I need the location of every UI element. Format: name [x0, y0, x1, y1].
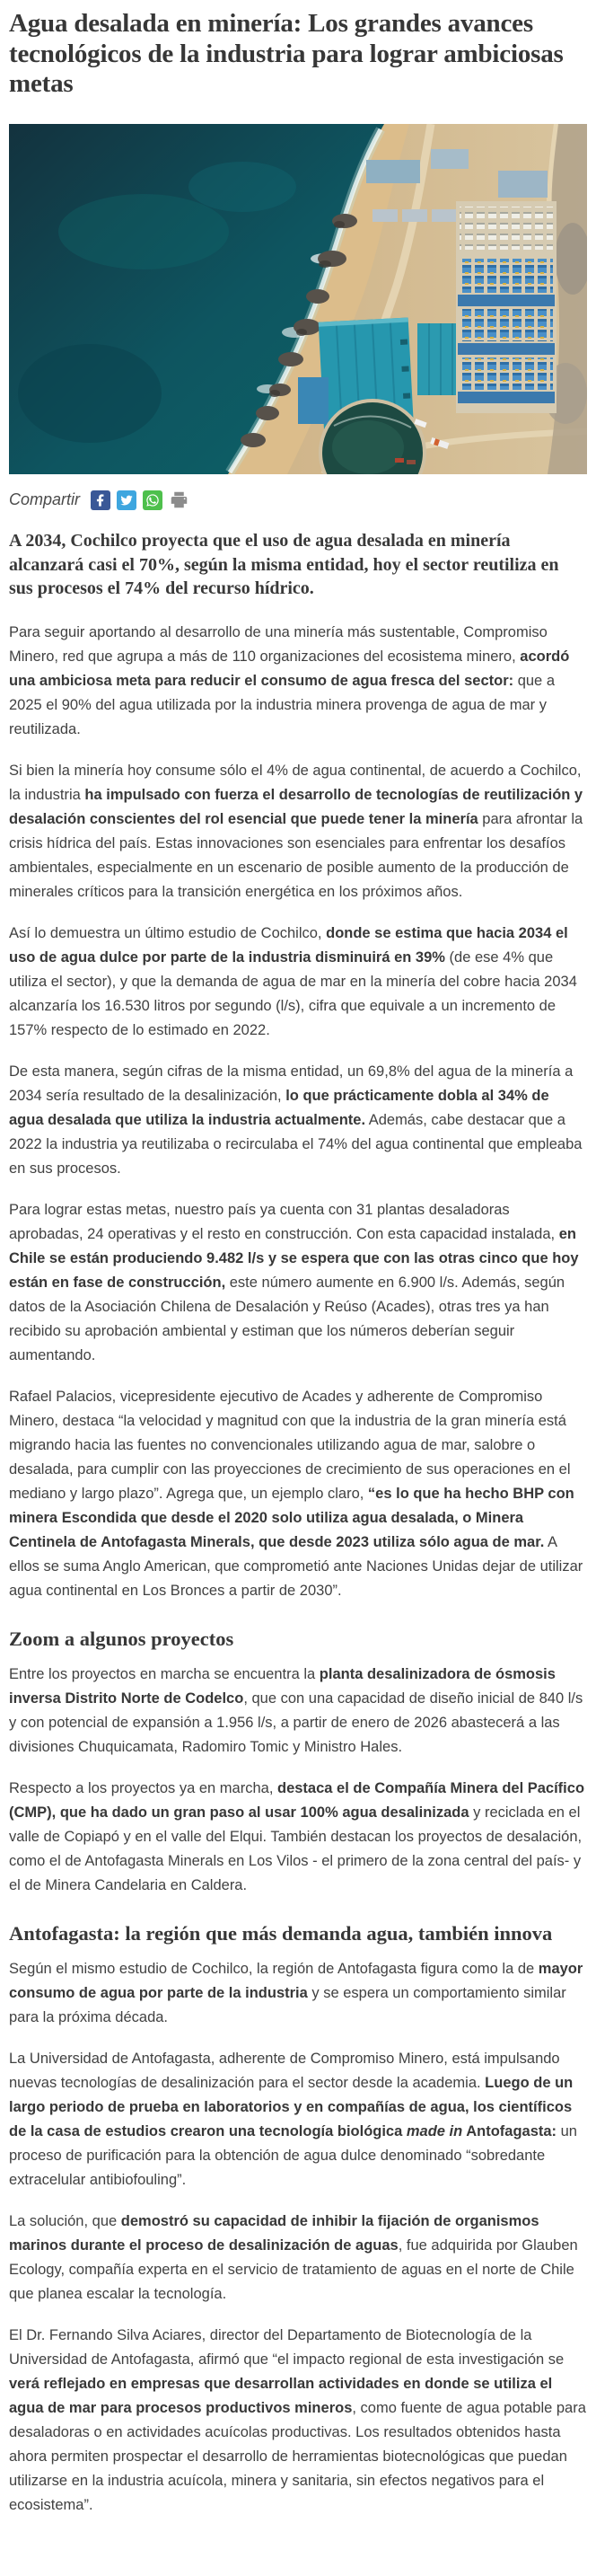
paragraph: La solución, que demostró su capacidad de inhibir la fijación de organismos marinos durante el proceso de desalinización de aguas, fue adquirida por Glauben Ecology, compañía experta en el servicio de tratamiento de aguas en el norte de Chile que planea escalar la tecnología.	[9, 2213, 578, 2303]
whatsapp-share-button[interactable]	[143, 490, 162, 510]
hero-image	[9, 124, 587, 474]
paragraph: Rafael Palacios, vicepresidente ejecutivo de Acades y adherente de Compromiso Minero, destaca “la velocidad y magnitud con que la industria de la gran minería está migrando hacia las fuentes no convencionales utilizando agua de mar, salobre o desalada, para cumplir con las proyecciones de crecimiento de sus operaciones en el mediano y largo plazo”. Agrega que, un ejemplo claro, “es lo que ha hecho BHP con minera Escondida que desde el 2020 solo utiliza agua desalada, o Minera Centinela de Antofagasta Minerals, que desde 2023 utiliza sólo agua de mar. A ellos se suma Anglo American, que comprometió ante Naciones Unidas dejar de utilizar agua continental en Los Bronces a partir de 2030”.	[9, 1389, 583, 1600]
share-bar	[9, 490, 587, 511]
twitter-icon	[119, 493, 134, 507]
paragraph: Para seguir aportando al desarrollo de una minería más sustentable, Compromiso Minero, red que agrupa a más de 110 organizaciones del ecosistema minero, acordó una ambiciosa meta para reducir el consumo de agua fresca del sector: que a 2025 el 90% del agua utilizada por la industria minera provenga de agua de mar y reutilizada.	[9, 624, 570, 738]
paragraph: Así lo demuestra un último estudio de Cochilco, donde se estima que hacia 2034 el uso de agua dulce por parte de la industria disminuirá en 39% (de ese 4% que utiliza el sector), y que la demanda de agua de mar en la minería del cobre hacia 2034 alcanzaría los 16.530 litros por segundo (l/s), cifra que equivale a un incremento de 157% respecto de lo estimado en 2022.	[9, 925, 577, 1039]
paragraph: Entre los proyectos en marcha se encuentra la planta desalinizadora de ósmosis inversa Distrito Norte de Codelco, que con una capacidad de diseño inicial de 840 l/s y con potencial de expansión a 1.956 l/s, a partir de enero de 2026 abastecerá a las divisiones Chuquicamata, Radomiro Tomic y Ministro Hales.	[9, 1666, 583, 1756]
section-heading-proyectos: Zoom a algunos proyectos	[9, 1628, 234, 1651]
desalination-plant-aerial-photo	[9, 124, 587, 474]
article-title: Agua desalada en minería: Los grandes avances tecnológicos de la industria para lograr ambiciosas metas	[9, 9, 564, 99]
paragraph: De esta manera, según cifras de la misma entidad, un 69,8% del agua de la minería a 2034 sería resultado de la desalinización, lo que prácticamente dobla al 34% de agua desalada que utiliza la industria actualmente. Además, cabe destacar que a 2022 la industria ya reutilizaba o recirculaba el 74% del agua continental que empleaba en sus procesos.	[9, 1063, 583, 1178]
paragraph: Según el mismo estudio de Cochilco, la región de Antofagasta figura como la de mayor consumo de agua por parte de la industria y se espera un comportamiento similar para la próxima década.	[9, 1961, 583, 2026]
small-blue-roof	[298, 377, 329, 424]
facebook-share-button[interactable]	[91, 490, 110, 510]
ocean-highlight	[188, 162, 296, 212]
ocean-highlight	[58, 194, 229, 269]
twitter-share-button[interactable]	[117, 490, 136, 510]
paragraph: Si bien la minería hoy consume sólo el 4% de agua continental, de acuerdo a Cochilco, la industria ha impulsado con fuerza el desarrollo de tecnologías de reutilización y desalación conscientes del rol esencial que puede tener la minería para afrontar la crisis hídrica del país. Estas innovaciones son esenciales para enfrentar los desafíos ambientales, especialmente en un escenario de posible aumento de la producción de minerales críticos para la transición energética en los próximos años.	[9, 763, 583, 901]
ocean-shadow	[18, 344, 162, 443]
paragraph: La Universidad de Antofagasta, adherente de Compromiso Minero, está impulsando nuevas tecnologías de desalinización para el sector desde la academia. Luego de un largo periodo de prueba en laboratorios y en compañías de agua, los científicos de la casa de estudios crearon una tecnología biológica made in Antofagasta: un proceso de purificación para la obtención de agua dulce denominado “sobredante extracelular antibiofouling”.	[9, 2051, 577, 2189]
share-label: Compartir	[9, 490, 81, 509]
paragraph: El Dr. Fernando Silva Aciares, director del Departamento de Biotecnología de la Universidad de Antofagasta, afirmó que “el impacto regional de esta investigación se verá reflejado en empresas que desarrollan actividades en donde se utiliza el agua de mar para procesos productivos mineros, como fuente de agua potable para desaladoras o en actividades acuícolas productivas. Los resultados obtenidos hasta ahora permiten prospectar el desarrollo de herramientas biotecnológicas que puedan utilizarse en la industria acuícola, minera y sanitaria, sin efectos negativos para el ecosistema”.	[9, 2327, 586, 2514]
printer-icon	[170, 490, 188, 509]
section-heading-antofagasta: Antofagasta: la región que más demanda agua, también innova	[9, 1922, 553, 1945]
treatment-module-yard	[456, 201, 557, 413]
article-container	[0, 9, 596, 2576]
paragraph: Respecto a los proyectos ya en marcha, destaca el de Compañía Minera del Pacífico (CMP), que ha dado un gran paso al usar 100% agua desalinizada y reciclada en el valle de Copiapó y en el valle del Elqui. También destacan los proyectos de desalación, como el de Antofagasta Minerals en Los Vilos - el primero de la zona central del país- y el de Minera Candelaria en Caldera.	[9, 1780, 585, 1894]
whatsapp-icon	[145, 493, 160, 507]
article-lede: A 2034, Cochilco proyecta que el uso de agua desalada en minería alcanzará casi el 70%, según la misma entidad, hoy el sector reutiliza en sus procesos el 74% del recurso hídrico.	[9, 530, 559, 599]
print-button[interactable]	[169, 490, 188, 510]
paragraph: Para lograr estas metas, nuestro país ya cuenta con 31 plantas desaladoras aprobadas, 24 operativas y el resto en construcción. Con esta capacidad instalada, en Chile se están produciendo 9.482 l/s y se espera que con las otras cinco que hoy están en fase de construcción, este número aumente en 6.900 l/s. Además, según datos de la Asociación Chilena de Desalación y Reúso (Acades), otras tres ya han recibido su aprobación ambiental y estiman que los números deberían seguir aumentando.	[9, 1202, 579, 1364]
facebook-icon	[93, 493, 108, 507]
